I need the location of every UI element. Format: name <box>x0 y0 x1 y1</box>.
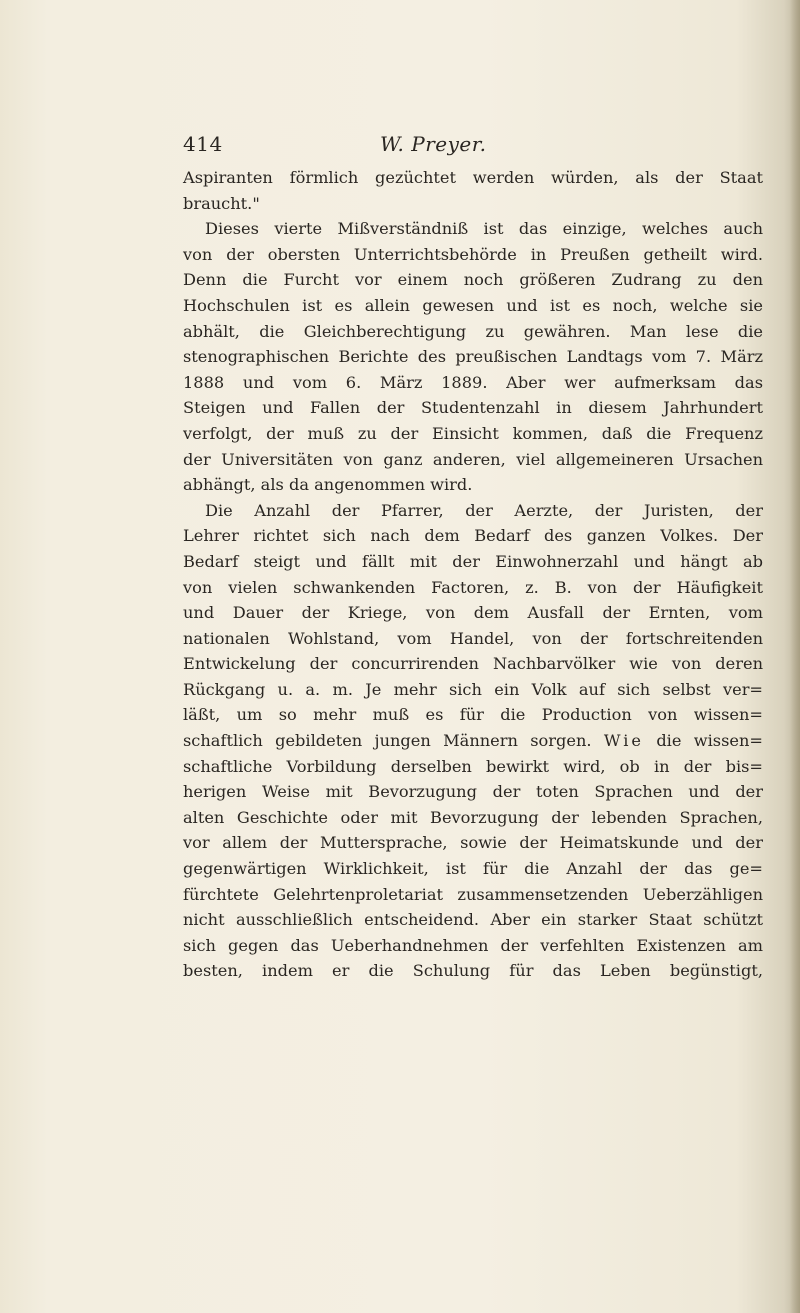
text-line: verfolgt, der muß zu der Einsicht kommen, daß die Frequenz <box>183 423 763 443</box>
text-line: abhängt, als da angenommen wird. <box>183 475 473 495</box>
text-span: die wissen= <box>644 731 763 751</box>
text-line: Aspiranten förmlich gezüchtet werden würden, als der Staat <box>183 168 763 187</box>
text-line: Denn die Furcht vor einem noch größeren Zudrang zu den <box>183 270 763 290</box>
text-line: abhält, die Gleichberechtigung zu gewähren. Man lese die <box>183 321 763 341</box>
text-line: Die Anzahl der Pfarrer, der Aerzte, der Juristen, der <box>205 500 763 520</box>
text-line: 1888 und vom 6. März 1889. Aber wer aufmerksam das <box>183 372 763 392</box>
text-line: vor allem der Muttersprache, sowie der Heimatskunde und der <box>183 833 763 853</box>
text-line: herigen Weise mit Bevorzugung der toten Sprachen und der <box>183 782 763 802</box>
text-line: sich gegen das Ueberhandnehmen der verfehlten Existenzen am <box>183 935 763 955</box>
text-line: von vielen schwankenden Factoren, z. B. von der Häufigkeit <box>183 577 763 597</box>
text-line: Lehrer richtet sich nach dem Bedarf des ganzen Volkes. Der <box>183 526 763 546</box>
text-line: läßt, um so mehr muß es für die Production von wissen= <box>183 705 763 725</box>
text-line: stenographischen Berichte des preußischen Landtags vom 7. März <box>183 347 763 367</box>
text-line: von der obersten Unterrichtsbehörde in Preußen getheilt wird. <box>183 244 763 264</box>
text-span: schaftlich gebildeten jungen Männern sorgen. <box>183 731 604 751</box>
text-line: Hochschulen ist es allein gewesen und ist es noch, welche sie <box>183 295 763 315</box>
emphasis-span: Wie <box>603 731 644 751</box>
text-line: gegenwärtigen Wirklichkeit, ist für die Anzahl der das ge= <box>183 859 763 879</box>
text-line: braucht." <box>183 193 260 213</box>
text-line: alten Geschichte oder mit Bevorzugung der lebenden Sprachen, <box>183 807 763 827</box>
text-line <box>183 728 763 754</box>
text-line <box>183 984 763 1010</box>
text-line: der Universitäten von ganz anderen, viel allgemeineren Ursachen <box>183 449 763 469</box>
text-line: nationalen Wohlstand, vom Handel, von der fortschreitenden <box>183 628 763 648</box>
body-text <box>183 165 763 1035</box>
text-line: und Dauer der Kriege, von dem Ausfall der Ernten, vom <box>183 603 763 623</box>
text-line: schaftliche Vorbildung derselben bewirkt wird, ob in der bis= <box>183 756 763 776</box>
text-line: Steigen und Fallen der Studentenzahl in diesem Jahrhundert <box>183 398 763 418</box>
text-line: Dieses vierte Mißverständniß ist das einzige, welches auch <box>205 219 763 239</box>
page-header <box>0 132 800 162</box>
text-span: fürchtete Gelehrtenproletariat zusammensetzenden Ueberzähligen <box>183 884 763 904</box>
page-edge-shadow <box>790 0 800 1313</box>
text-line <box>183 1010 763 1036</box>
text-line: Rückgang u. a. m. Je mehr sich ein Volk auf sich selbst ver= <box>183 679 763 699</box>
page-number: 414 <box>183 132 223 156</box>
text-line: Bedarf steigt und fällt mit der Einwohnerzahl und hängt ab <box>183 551 763 571</box>
text-line: Entwickelung der concurrirenden Nachbarvölker wie von deren <box>183 654 763 674</box>
text-line: besten, indem er die Schulung für das Leben begünstigt, <box>183 961 763 981</box>
text-line <box>183 882 763 908</box>
text-line: nicht ausschließlich entscheidend. Aber ein starker Staat schützt <box>183 910 763 930</box>
running-head: W. Preyer. <box>380 132 487 156</box>
